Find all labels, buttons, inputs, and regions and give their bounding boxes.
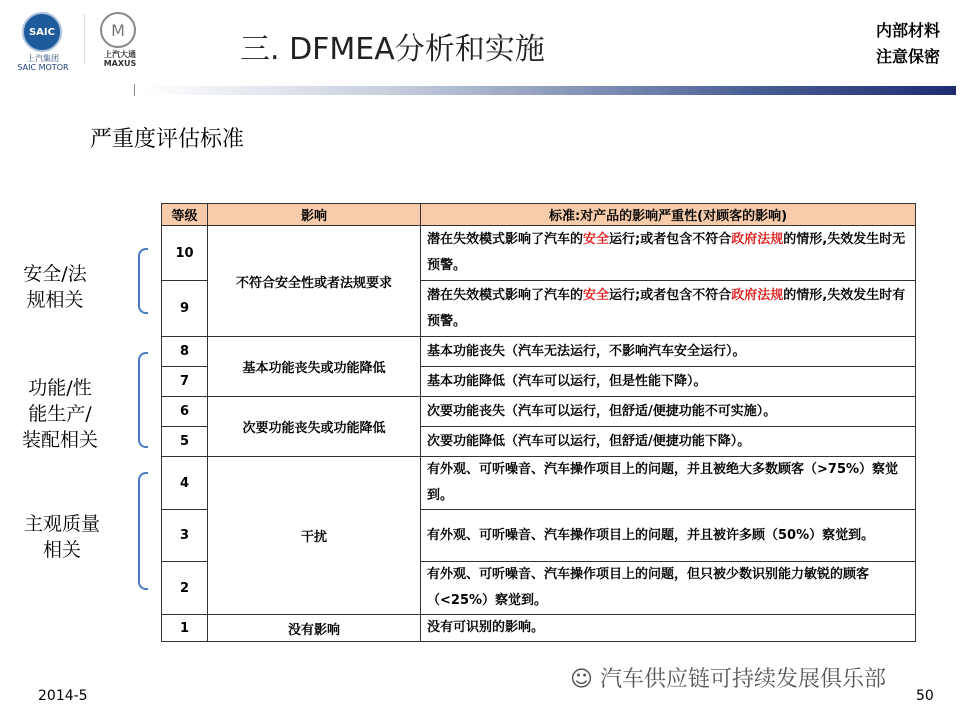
- criteria-cell: 次要功能降低（汽车可以运行，但舒适/便捷功能下降）。: [421, 427, 916, 457]
- group-bracket: [138, 472, 148, 590]
- header-level: 等级: [162, 204, 208, 226]
- criteria-cell: [421, 226, 916, 281]
- logo-caption-en: MAXUS: [103, 59, 137, 68]
- table-row: [162, 226, 916, 281]
- maxus-logo-caption: [92, 50, 148, 68]
- level-cell: 5: [162, 427, 208, 457]
- level-cell: 6: [162, 397, 208, 427]
- logo-caption-cn: 上汽集团: [27, 54, 59, 63]
- table-row: [162, 397, 916, 427]
- level-cell: 10: [162, 226, 208, 281]
- level-cell: 7: [162, 367, 208, 397]
- criteria-cell: [421, 281, 916, 337]
- criteria-highlight: 政府法规: [731, 287, 784, 303]
- watermark: [570, 662, 886, 693]
- criteria-highlight: 政府法规: [731, 232, 784, 247]
- group-label-safety: 安全/法规相关: [23, 263, 87, 311]
- saic-logo-caption: [14, 54, 72, 72]
- criteria-highlight: 安全: [583, 232, 610, 247]
- page-number: 50: [916, 688, 934, 704]
- impact-cell: 没有影响: [208, 615, 421, 642]
- criteria-cell: 有外观、可听噪音、汽车操作项目上的问题，并且被绝大多数顾客（>75%）察觉到。: [421, 457, 916, 510]
- group-label-function: 功能/性能生产/装配相关: [21, 377, 98, 451]
- level-cell: 8: [162, 337, 208, 367]
- confidential-line: 注意保密: [875, 47, 940, 66]
- impact-cell: 基本功能丧失或功能降低: [208, 337, 421, 397]
- confidential-line: 内部材料: [875, 21, 940, 40]
- level-cell: 3: [162, 510, 208, 562]
- criteria-cell: 基本功能丧失（汽车无法运行，不影响汽车安全运行）。: [421, 337, 916, 367]
- criteria-text: 运行;或者包含不符合: [609, 232, 732, 247]
- header-impact: 影响: [208, 204, 421, 226]
- table-row: [162, 337, 916, 367]
- table-row: [162, 457, 916, 510]
- criteria-cell: 有外观、可听噪音、汽车操作项目上的问题，并且被许多顾（50%）察觉到。: [421, 510, 916, 562]
- section-subtitle: 严重度评估标准: [90, 127, 245, 152]
- slide-title: 三. DFMEA分析和实施: [240, 32, 545, 67]
- criteria-text: 的情形,失效发生时无预警。: [427, 232, 906, 273]
- logo-divider: [84, 14, 85, 64]
- group-bracket: [138, 248, 148, 314]
- criteria-text: 的情形,失效发生时有预警。: [427, 287, 906, 329]
- table-header-row: [162, 204, 916, 226]
- confidential-label: [876, 18, 940, 70]
- criteria-highlight: 安全: [583, 287, 610, 303]
- logo-caption-cn: 上汽大通: [104, 50, 136, 59]
- impact-cell: 次要功能丧失或功能降低: [208, 397, 421, 457]
- criteria-text: 运行;或者包含不符合: [609, 287, 732, 303]
- group-label-subjective: 主观质量相关: [23, 513, 100, 561]
- criteria-cell: 次要功能丧失（汽车可以运行，但舒适/便捷功能不可实施）。: [421, 397, 916, 427]
- level-cell: 1: [162, 615, 208, 642]
- header-criteria: 标准:对产品的影响严重性(对顾客的影响): [421, 204, 916, 226]
- group-bracket: [138, 352, 148, 448]
- level-cell: 2: [162, 562, 208, 615]
- level-cell: 9: [162, 281, 208, 337]
- maxus-logo: M: [100, 12, 136, 48]
- criteria-cell: 有外观、可听噪音、汽车操作项目上的问题，但只被少数识别能力敏锐的顾客（<25%）察觉到。: [421, 562, 916, 615]
- logo-caption-en: SAIC MOTOR: [17, 63, 69, 72]
- header-gradient-bar: [140, 86, 956, 95]
- wechat-icon: ☺: [570, 667, 600, 692]
- criteria-text: 潜在失效模式影响了汽车的: [427, 232, 584, 247]
- watermark-text: 汽车供应链可持续发展俱乐部: [599, 667, 886, 692]
- divider-mark: [134, 84, 135, 96]
- slide-date: 2014-5: [38, 688, 88, 704]
- impact-cell: 不符合安全性或者法规要求: [208, 226, 421, 337]
- level-cell: 4: [162, 457, 208, 510]
- impact-cell: 干扰: [208, 457, 421, 615]
- criteria-cell: 没有可识别的影响。: [421, 615, 916, 642]
- criteria-cell: 基本功能降低（汽车可以运行，但是性能下降）。: [421, 367, 916, 397]
- table-row: [162, 615, 916, 642]
- criteria-text: 潜在失效模式影响了汽车的: [427, 287, 584, 303]
- saic-logo: SAIC: [22, 12, 62, 52]
- severity-table: [161, 203, 916, 642]
